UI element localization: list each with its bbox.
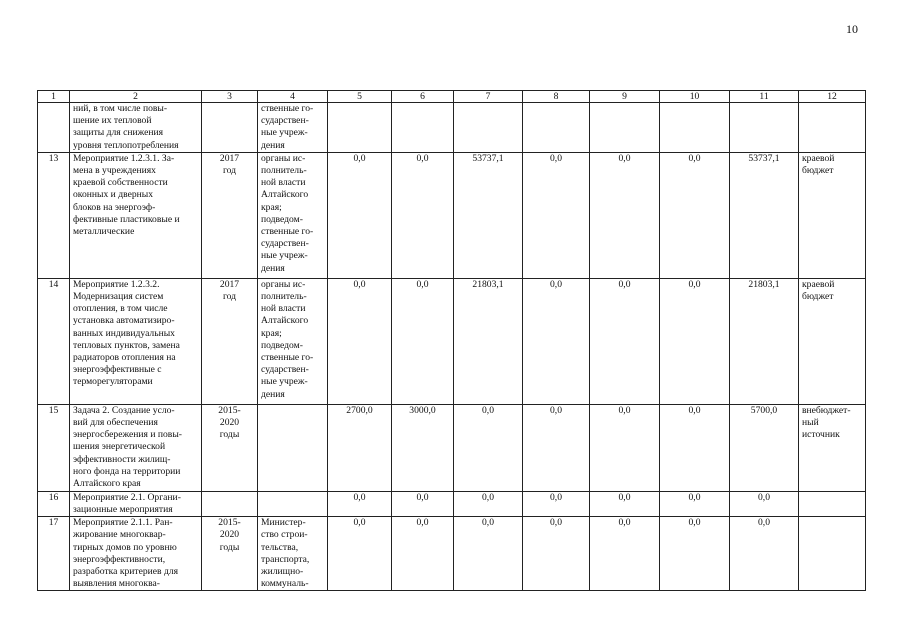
period: 2017 год — [219, 152, 240, 177]
activity-name-cell — [70, 103, 202, 153]
column-header-row — [38, 91, 866, 103]
value-col10-cell — [660, 517, 730, 591]
value-col8-cell — [523, 278, 590, 404]
period-cell — [202, 103, 258, 153]
funding-source-cell — [799, 152, 866, 278]
period-cell — [202, 404, 258, 491]
column-header: 7 — [454, 91, 523, 103]
row-number: 16 — [48, 491, 59, 503]
value-col7: 21803,1 — [472, 278, 504, 290]
funding-source: внебюджет- ный источник — [802, 404, 851, 441]
value-col9: 0,0 — [618, 404, 631, 416]
value-col5-cell — [328, 404, 392, 491]
value-col11: 21803,1 — [748, 278, 780, 290]
value-col10: 0,0 — [688, 491, 701, 503]
value-col5: 2700,0 — [346, 404, 373, 416]
column-header: 5 — [328, 91, 392, 103]
activity-name-cell — [70, 404, 202, 491]
value-col10-cell — [660, 278, 730, 404]
value-col5-cell — [328, 103, 392, 153]
row-number-cell — [38, 152, 70, 278]
executor: органы ис- полнитель- ной власти Алтайского края; подведом- ственные го- сударствен- ные учреж- дения — [261, 278, 314, 400]
period-cell — [202, 517, 258, 591]
funding-source-cell — [799, 404, 866, 491]
value-col7: 53737,1 — [472, 152, 504, 164]
row-number: 14 — [48, 278, 59, 290]
value-col11: 0,0 — [758, 517, 770, 529]
activity-name: Мероприятие 1.2.3.1. За- мена в учреждениях краевой собственности оконных и дверных блоков на энергоэф- фективные пластиковые и металлические — [73, 152, 180, 238]
value-col6-cell — [392, 103, 454, 153]
value-col10: 0,0 — [688, 404, 701, 416]
value-col10-cell — [660, 491, 730, 516]
value-col6-cell — [392, 152, 454, 278]
value-col11-cell — [730, 517, 799, 591]
activity-name-cell — [70, 152, 202, 278]
value-col9: 0,0 — [618, 278, 631, 290]
row-number-cell — [38, 404, 70, 491]
value-col10: 0,0 — [688, 152, 701, 164]
value-col8: 0,0 — [550, 278, 562, 290]
executor: Министер- ство строи- тельства, транспорта, жилищно- коммуналь- — [261, 517, 310, 590]
funding-source: краевой бюджет — [802, 152, 835, 177]
executor-cell — [258, 491, 328, 516]
value-col10-cell — [660, 103, 730, 153]
activity-name: Мероприятие 2.1. Органи- зационные мероприятия — [73, 491, 181, 516]
value-col8-cell — [523, 491, 590, 516]
column-header: 2 — [70, 91, 202, 103]
value-col10-cell — [660, 404, 730, 491]
column-header: 4 — [258, 91, 328, 103]
value-col8: 0,0 — [550, 404, 562, 416]
value-col7: 0,0 — [482, 517, 494, 529]
column-header: 11 — [730, 91, 799, 103]
funding-source-cell — [799, 278, 866, 404]
value-col9-cell — [590, 103, 660, 153]
value-col7: 0,0 — [482, 404, 494, 416]
column-header: 12 — [799, 91, 866, 103]
column-header: 8 — [523, 91, 590, 103]
funding-source-cell — [799, 491, 866, 516]
value-col7-cell — [454, 278, 523, 404]
row-number-cell — [38, 103, 70, 153]
funding-source-cell — [799, 517, 866, 591]
value-col6-cell — [392, 404, 454, 491]
period-cell — [202, 152, 258, 278]
funding-source-cell — [799, 103, 866, 153]
value-col5: 0,0 — [353, 152, 366, 164]
value-col7-cell — [454, 491, 523, 516]
value-col5: 0,0 — [353, 491, 366, 503]
table-row — [38, 278, 866, 404]
value-col9-cell — [590, 517, 660, 591]
value-col9-cell — [590, 278, 660, 404]
value-col9: 0,0 — [618, 517, 631, 529]
column-header: 9 — [590, 91, 660, 103]
value-col11: 0,0 — [758, 491, 770, 503]
value-col6: 0,0 — [416, 491, 429, 503]
activity-name-cell — [70, 278, 202, 404]
value-col7-cell — [454, 103, 523, 153]
value-col9-cell — [590, 491, 660, 516]
executor: ственные го- сударствен- ные учреж- дения — [261, 103, 314, 151]
value-col7-cell — [454, 517, 523, 591]
table-row — [38, 152, 866, 278]
value-col5: 0,0 — [353, 278, 366, 290]
period: 2015- 2020 годы — [218, 404, 241, 441]
value-col6: 0,0 — [416, 517, 429, 529]
executor-cell — [258, 152, 328, 278]
table-row — [38, 517, 866, 591]
executor-cell — [258, 278, 328, 404]
executor-cell — [258, 103, 328, 153]
value-col11: 5700,0 — [750, 404, 778, 416]
activity-name: Мероприятие 2.1.1. Ран- жирование многоквар- тирных домов по уровню энергоэффективности, разработка критериев для выявления многоква- — [73, 517, 179, 590]
value-col6-cell — [392, 491, 454, 516]
table-row — [38, 404, 866, 491]
executor: органы ис- полнитель- ной власти Алтайского края; подведом- ственные го- сударствен- ные учреж- дения — [261, 152, 314, 274]
executor-cell — [258, 404, 328, 491]
value-col6: 3000,0 — [409, 404, 436, 416]
activity-name: Задача 2. Создание усло- вий для обеспечения энергосбережения и повы- шения энергетической эффективности жилищ- ного фонда на территории Алтайского края — [73, 404, 182, 490]
row-number: 15 — [48, 404, 59, 416]
value-col9-cell — [590, 152, 660, 278]
value-col8-cell — [523, 404, 590, 491]
table-row — [38, 103, 866, 153]
value-col11-cell — [730, 103, 799, 153]
value-col6: 0,0 — [416, 278, 429, 290]
row-number-cell — [38, 278, 70, 404]
value-col5-cell — [328, 152, 392, 278]
row-number: 17 — [48, 517, 59, 529]
page-number: 10 — [846, 22, 858, 36]
column-header: 1 — [38, 91, 70, 103]
program-activities-table — [37, 90, 866, 591]
value-col5: 0,0 — [353, 517, 366, 529]
value-col6: 0,0 — [416, 152, 429, 164]
value-col9-cell — [590, 404, 660, 491]
value-col11-cell — [730, 404, 799, 491]
table-row — [38, 491, 866, 516]
value-col8: 0,0 — [550, 491, 562, 503]
column-header: 3 — [202, 91, 258, 103]
value-col6-cell — [392, 278, 454, 404]
period: 2017 год — [219, 278, 240, 303]
value-col10: 0,0 — [688, 517, 701, 529]
value-col11-cell — [730, 152, 799, 278]
value-col6-cell — [392, 517, 454, 591]
value-col8-cell — [523, 103, 590, 153]
value-col11: 53737,1 — [748, 152, 780, 164]
value-col10-cell — [660, 152, 730, 278]
activity-name-cell — [70, 517, 202, 591]
row-number: 13 — [48, 152, 59, 164]
activity-name: ний, в том числе повы- шение их тепловой защиты для снижения уровня теплопотребления — [73, 103, 179, 151]
value-col9: 0,0 — [618, 152, 631, 164]
value-col9: 0,0 — [618, 491, 631, 503]
value-col8-cell — [523, 152, 590, 278]
value-col5-cell — [328, 517, 392, 591]
row-number-cell — [38, 517, 70, 591]
column-header: 6 — [392, 91, 454, 103]
value-col8-cell — [523, 517, 590, 591]
value-col8: 0,0 — [550, 152, 562, 164]
value-col7-cell — [454, 152, 523, 278]
value-col10: 0,0 — [688, 278, 701, 290]
executor-cell — [258, 517, 328, 591]
value-col11-cell — [730, 491, 799, 516]
period-cell — [202, 278, 258, 404]
value-col7: 0,0 — [482, 491, 494, 503]
activity-name-cell — [70, 491, 202, 516]
period: 2015- 2020 годы — [218, 517, 241, 553]
column-header: 10 — [660, 91, 730, 103]
value-col11-cell — [730, 278, 799, 404]
value-col8: 0,0 — [550, 517, 562, 529]
period-cell — [202, 491, 258, 516]
value-col7-cell — [454, 404, 523, 491]
value-col5-cell — [328, 491, 392, 516]
activity-name: Мероприятие 1.2.3.2. Модернизация систем отопления, в том числе установка автоматизиро- ванных индивидуальных тепловых пунктов, замена радиаторов отопления на энергоэффективные с терморегуляторами — [73, 278, 180, 388]
funding-source: краевой бюджет — [802, 278, 835, 303]
value-col5-cell — [328, 278, 392, 404]
row-number-cell — [38, 491, 70, 516]
